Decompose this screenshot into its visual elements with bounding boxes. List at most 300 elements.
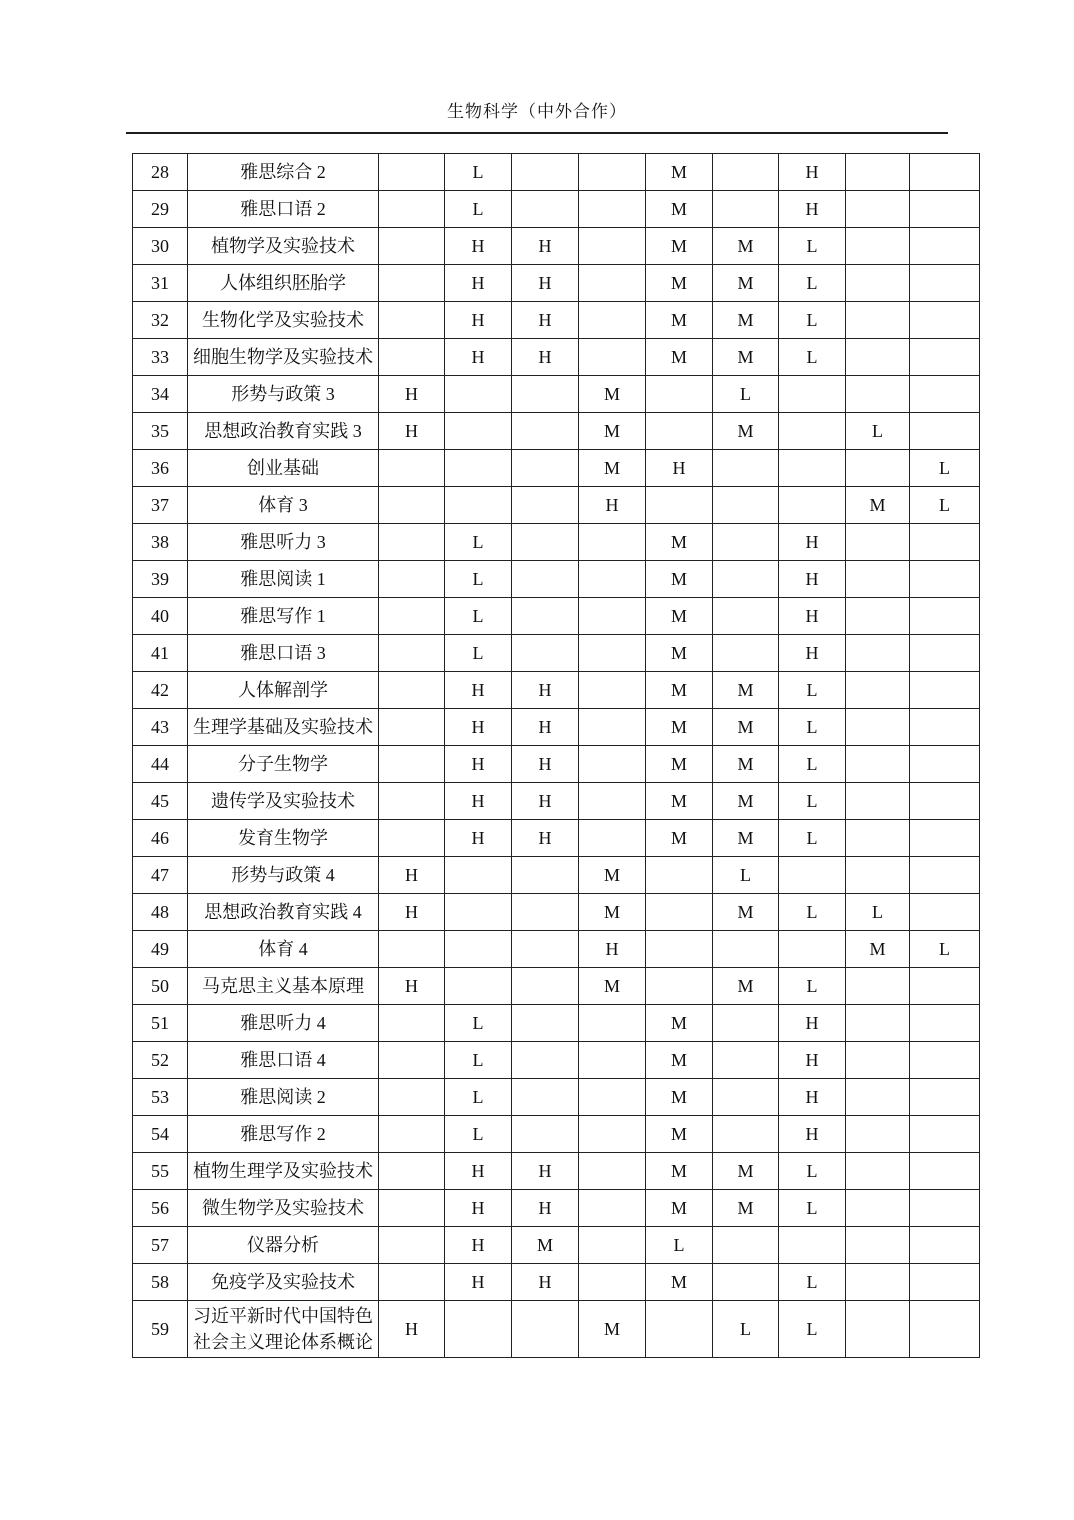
matrix-value-cell [512, 1301, 579, 1358]
matrix-value-cell: L [445, 154, 512, 191]
matrix-value-cell: M [713, 894, 779, 931]
matrix-value-cell: H [512, 265, 579, 302]
matrix-value-cell: M [713, 302, 779, 339]
matrix-value-cell: M [579, 450, 646, 487]
matrix-value-cell [512, 635, 579, 672]
matrix-value-cell: M [646, 820, 713, 857]
matrix-value-cell [713, 191, 779, 228]
matrix-value-cell: H [512, 339, 579, 376]
matrix-value-cell [910, 1079, 980, 1116]
matrix-value-cell: H [512, 228, 579, 265]
matrix-value-cell: H [779, 1079, 846, 1116]
course-name: 细胞生物学及实验技术 [188, 339, 379, 376]
matrix-value-cell: H [779, 1116, 846, 1153]
course-name: 雅思听力 3 [188, 524, 379, 561]
matrix-value-cell [779, 1227, 846, 1264]
matrix-value-cell: H [779, 1005, 846, 1042]
matrix-value-cell: L [713, 1301, 779, 1358]
matrix-value-cell [579, 635, 646, 672]
matrix-value-cell: H [379, 1301, 445, 1358]
matrix-value-cell [512, 450, 579, 487]
course-name: 形势与政策 3 [188, 376, 379, 413]
matrix-value-cell: M [579, 857, 646, 894]
matrix-value-cell: M [713, 1190, 779, 1227]
matrix-value-cell [713, 450, 779, 487]
matrix-value-cell [779, 450, 846, 487]
course-name: 习近平新时代中国特色社会主义理论体系概论 [188, 1301, 379, 1358]
matrix-value-cell [713, 1042, 779, 1079]
matrix-value-cell [910, 302, 980, 339]
table-row [133, 598, 980, 635]
matrix-value-cell: H [512, 783, 579, 820]
matrix-value-cell: M [846, 487, 910, 524]
row-number: 43 [133, 709, 188, 746]
matrix-value-cell [379, 1116, 445, 1153]
matrix-value-cell [910, 1301, 980, 1358]
matrix-value-cell: H [512, 302, 579, 339]
table-row [133, 191, 980, 228]
matrix-value-cell: L [779, 968, 846, 1005]
matrix-value-cell [379, 635, 445, 672]
row-number: 31 [133, 265, 188, 302]
matrix-value-cell [579, 154, 646, 191]
matrix-value-cell [846, 1264, 910, 1301]
matrix-value-cell: H [445, 709, 512, 746]
matrix-value-cell: H [445, 1153, 512, 1190]
matrix-value-cell: L [779, 265, 846, 302]
matrix-value-cell: L [779, 672, 846, 709]
matrix-value-cell [846, 1079, 910, 1116]
matrix-value-cell: M [646, 635, 713, 672]
matrix-value-cell: M [646, 228, 713, 265]
matrix-value-cell [846, 1190, 910, 1227]
table-row [133, 1042, 980, 1079]
matrix-value-cell [512, 1079, 579, 1116]
matrix-value-cell [779, 487, 846, 524]
table-row [133, 561, 980, 598]
course-name: 生物化学及实验技术 [188, 302, 379, 339]
matrix-value-cell [579, 709, 646, 746]
matrix-value-cell [379, 746, 445, 783]
matrix-value-cell [846, 1005, 910, 1042]
matrix-value-cell [846, 561, 910, 598]
matrix-value-cell: H [445, 228, 512, 265]
matrix-value-cell: M [713, 339, 779, 376]
matrix-value-cell [579, 1042, 646, 1079]
matrix-value-cell: M [646, 265, 713, 302]
matrix-value-cell [846, 820, 910, 857]
matrix-value-cell: M [579, 1301, 646, 1358]
row-number: 40 [133, 598, 188, 635]
table-row [133, 1227, 980, 1264]
matrix-value-cell [579, 191, 646, 228]
table-row [133, 857, 980, 894]
matrix-value-cell: L [445, 598, 512, 635]
matrix-value-cell [579, 746, 646, 783]
course-name: 雅思写作 2 [188, 1116, 379, 1153]
matrix-value-cell [379, 561, 445, 598]
matrix-value-cell: H [579, 931, 646, 968]
matrix-value-cell: M [646, 1005, 713, 1042]
matrix-value-cell [379, 339, 445, 376]
matrix-value-cell [910, 894, 980, 931]
table-row [133, 1190, 980, 1227]
matrix-value-cell: H [445, 783, 512, 820]
matrix-value-cell [713, 1116, 779, 1153]
matrix-value-cell: L [646, 1227, 713, 1264]
course-name: 形势与政策 4 [188, 857, 379, 894]
table-row [133, 265, 980, 302]
matrix-value-cell [379, 1227, 445, 1264]
matrix-value-cell [846, 709, 910, 746]
matrix-value-cell: H [512, 1190, 579, 1227]
matrix-value-cell: L [445, 524, 512, 561]
matrix-value-cell [779, 376, 846, 413]
course-name: 雅思综合 2 [188, 154, 379, 191]
row-number: 45 [133, 783, 188, 820]
course-name: 雅思口语 4 [188, 1042, 379, 1079]
row-number: 54 [133, 1116, 188, 1153]
matrix-value-cell [512, 894, 579, 931]
course-name: 仪器分析 [188, 1227, 379, 1264]
course-name: 雅思阅读 1 [188, 561, 379, 598]
matrix-value-cell: M [646, 672, 713, 709]
matrix-value-cell: L [779, 228, 846, 265]
matrix-value-cell: L [779, 783, 846, 820]
matrix-value-cell: M [646, 598, 713, 635]
course-name: 植物学及实验技术 [188, 228, 379, 265]
matrix-value-cell [379, 1079, 445, 1116]
matrix-value-cell [910, 635, 980, 672]
table-row [133, 302, 980, 339]
matrix-value-cell [512, 1005, 579, 1042]
matrix-value-cell: L [445, 635, 512, 672]
matrix-value-cell: M [713, 413, 779, 450]
matrix-value-cell [379, 228, 445, 265]
row-number: 28 [133, 154, 188, 191]
matrix-value-cell [646, 931, 713, 968]
matrix-value-cell [379, 191, 445, 228]
matrix-value-cell [379, 302, 445, 339]
row-number: 30 [133, 228, 188, 265]
matrix-value-cell [512, 487, 579, 524]
table-row [133, 339, 980, 376]
matrix-value-cell [910, 598, 980, 635]
course-name: 人体组织胚胎学 [188, 265, 379, 302]
course-name: 思想政治教育实践 3 [188, 413, 379, 450]
course-name: 雅思听力 4 [188, 1005, 379, 1042]
matrix-value-cell [646, 968, 713, 1005]
row-number: 48 [133, 894, 188, 931]
matrix-value-cell [910, 783, 980, 820]
table-row [133, 1116, 980, 1153]
row-number: 41 [133, 635, 188, 672]
matrix-value-cell: M [646, 154, 713, 191]
matrix-value-cell: H [779, 598, 846, 635]
row-number: 36 [133, 450, 188, 487]
row-number: 38 [133, 524, 188, 561]
matrix-value-cell: L [445, 1005, 512, 1042]
matrix-value-cell [512, 561, 579, 598]
matrix-value-cell [846, 376, 910, 413]
matrix-value-cell: M [646, 1190, 713, 1227]
matrix-value-cell [445, 857, 512, 894]
matrix-value-cell [512, 857, 579, 894]
table-row [133, 1264, 980, 1301]
row-number: 39 [133, 561, 188, 598]
matrix-value-cell: L [779, 1301, 846, 1358]
course-name: 思想政治教育实践 4 [188, 894, 379, 931]
matrix-value-cell: H [779, 1042, 846, 1079]
matrix-value-cell: M [646, 561, 713, 598]
matrix-value-cell [445, 450, 512, 487]
matrix-value-cell [379, 783, 445, 820]
row-number: 34 [133, 376, 188, 413]
matrix-value-cell: M [713, 783, 779, 820]
course-name: 体育 3 [188, 487, 379, 524]
matrix-value-cell [910, 154, 980, 191]
matrix-value-cell: L [846, 894, 910, 931]
matrix-value-cell: L [779, 709, 846, 746]
matrix-value-cell [910, 709, 980, 746]
matrix-value-cell [846, 672, 910, 709]
matrix-value-cell [512, 524, 579, 561]
page-title: 生物科学（中外合作） [447, 102, 627, 121]
matrix-value-cell [646, 413, 713, 450]
matrix-value-cell: H [779, 561, 846, 598]
matrix-value-cell: L [779, 746, 846, 783]
row-number: 51 [133, 1005, 188, 1042]
matrix-value-cell [579, 524, 646, 561]
matrix-value-cell [910, 228, 980, 265]
matrix-value-cell: H [445, 746, 512, 783]
table-row [133, 413, 980, 450]
table-row [133, 1079, 980, 1116]
course-name: 发育生物学 [188, 820, 379, 857]
matrix-value-cell [846, 1153, 910, 1190]
matrix-value-cell [445, 968, 512, 1005]
matrix-value-cell: L [779, 302, 846, 339]
matrix-value-cell [512, 598, 579, 635]
matrix-value-cell [579, 1190, 646, 1227]
matrix-value-cell [846, 746, 910, 783]
matrix-value-cell [579, 672, 646, 709]
row-number: 56 [133, 1190, 188, 1227]
matrix-value-cell [379, 1042, 445, 1079]
course-name: 植物生理学及实验技术 [188, 1153, 379, 1190]
matrix-value-cell [379, 709, 445, 746]
matrix-value-cell: L [779, 894, 846, 931]
matrix-value-cell: H [512, 1264, 579, 1301]
matrix-value-cell: M [646, 1153, 713, 1190]
matrix-value-cell [646, 894, 713, 931]
matrix-value-cell [846, 302, 910, 339]
matrix-value-cell: H [779, 191, 846, 228]
matrix-value-cell [379, 1264, 445, 1301]
matrix-value-cell [910, 1153, 980, 1190]
table-row [133, 450, 980, 487]
matrix-value-cell [713, 931, 779, 968]
matrix-value-cell [379, 931, 445, 968]
matrix-value-cell [512, 376, 579, 413]
matrix-value-cell: L [779, 339, 846, 376]
matrix-value-cell [579, 820, 646, 857]
matrix-value-cell: H [379, 413, 445, 450]
matrix-value-cell [910, 561, 980, 598]
matrix-value-cell [445, 931, 512, 968]
matrix-value-cell [713, 635, 779, 672]
matrix-value-cell [910, 968, 980, 1005]
matrix-value-cell: M [646, 709, 713, 746]
matrix-value-cell [512, 413, 579, 450]
matrix-value-cell: M [646, 1264, 713, 1301]
matrix-value-cell [846, 1227, 910, 1264]
matrix-value-cell [910, 1005, 980, 1042]
matrix-value-cell: L [713, 376, 779, 413]
matrix-value-cell: H [779, 154, 846, 191]
matrix-value-cell [379, 820, 445, 857]
matrix-value-cell: M [713, 968, 779, 1005]
matrix-value-cell [910, 191, 980, 228]
course-name: 创业基础 [188, 450, 379, 487]
course-name: 雅思阅读 2 [188, 1079, 379, 1116]
matrix-value-cell: M [579, 968, 646, 1005]
matrix-value-cell: M [713, 265, 779, 302]
matrix-value-cell: M [646, 1042, 713, 1079]
matrix-value-cell [910, 413, 980, 450]
matrix-value-cell [713, 1264, 779, 1301]
matrix-value-cell: L [445, 1079, 512, 1116]
row-number: 46 [133, 820, 188, 857]
matrix-value-cell [910, 265, 980, 302]
course-name: 生理学基础及实验技术 [188, 709, 379, 746]
course-name: 雅思口语 3 [188, 635, 379, 672]
matrix-value-cell [846, 635, 910, 672]
course-name: 遗传学及实验技术 [188, 783, 379, 820]
matrix-value-cell [779, 413, 846, 450]
row-number: 52 [133, 1042, 188, 1079]
matrix-value-cell: M [646, 746, 713, 783]
matrix-value-cell: H [512, 1153, 579, 1190]
matrix-value-cell [846, 154, 910, 191]
matrix-value-cell: M [512, 1227, 579, 1264]
matrix-value-cell: M [579, 894, 646, 931]
matrix-value-cell [512, 1042, 579, 1079]
course-name: 分子生物学 [188, 746, 379, 783]
row-number: 33 [133, 339, 188, 376]
matrix-value-cell [579, 783, 646, 820]
table-row [133, 635, 980, 672]
course-name: 免疫学及实验技术 [188, 1264, 379, 1301]
table-row [133, 1301, 980, 1358]
row-number: 49 [133, 931, 188, 968]
matrix-value-cell [846, 1042, 910, 1079]
matrix-value-cell [379, 487, 445, 524]
matrix-value-cell [445, 894, 512, 931]
matrix-value-cell [445, 413, 512, 450]
matrix-value-cell [379, 154, 445, 191]
matrix-value-cell: H [379, 968, 445, 1005]
matrix-value-cell [846, 265, 910, 302]
matrix-value-cell [445, 1301, 512, 1358]
matrix-value-cell [579, 339, 646, 376]
row-number: 44 [133, 746, 188, 783]
matrix-value-cell: L [779, 1153, 846, 1190]
matrix-value-cell: M [646, 783, 713, 820]
matrix-value-cell [910, 746, 980, 783]
matrix-value-cell: H [445, 339, 512, 376]
matrix-value-cell [579, 302, 646, 339]
row-number: 57 [133, 1227, 188, 1264]
matrix-value-cell: M [646, 302, 713, 339]
course-matrix-body [133, 154, 980, 1358]
matrix-value-cell: H [445, 302, 512, 339]
matrix-value-cell [910, 376, 980, 413]
course-matrix-table [132, 153, 980, 1358]
row-number: 35 [133, 413, 188, 450]
matrix-value-cell: L [910, 487, 980, 524]
matrix-value-cell [713, 1005, 779, 1042]
matrix-value-cell [713, 154, 779, 191]
row-number: 50 [133, 968, 188, 1005]
table-row [133, 1153, 980, 1190]
matrix-value-cell [910, 820, 980, 857]
row-number: 37 [133, 487, 188, 524]
table-row [133, 783, 980, 820]
matrix-value-cell [910, 524, 980, 561]
course-name: 雅思口语 2 [188, 191, 379, 228]
matrix-value-cell: L [445, 1116, 512, 1153]
matrix-value-cell: M [713, 1153, 779, 1190]
matrix-value-cell: H [512, 709, 579, 746]
matrix-value-cell: L [910, 450, 980, 487]
matrix-value-cell: M [713, 709, 779, 746]
matrix-value-cell [579, 1264, 646, 1301]
matrix-value-cell [579, 561, 646, 598]
matrix-value-cell [379, 1190, 445, 1227]
matrix-value-cell [846, 1116, 910, 1153]
table-row [133, 672, 980, 709]
matrix-value-cell: H [379, 894, 445, 931]
course-name: 体育 4 [188, 931, 379, 968]
matrix-value-cell [579, 1227, 646, 1264]
matrix-value-cell [579, 228, 646, 265]
course-name: 雅思写作 1 [188, 598, 379, 635]
matrix-value-cell [846, 228, 910, 265]
matrix-value-cell [579, 1079, 646, 1116]
table-row [133, 524, 980, 561]
matrix-value-cell: M [646, 1079, 713, 1116]
matrix-value-cell: M [846, 931, 910, 968]
matrix-value-cell: H [445, 1227, 512, 1264]
matrix-value-cell: L [779, 820, 846, 857]
matrix-value-cell [512, 1116, 579, 1153]
matrix-value-cell [646, 376, 713, 413]
matrix-value-cell [579, 1153, 646, 1190]
matrix-value-cell: H [445, 1264, 512, 1301]
course-name: 人体解剖学 [188, 672, 379, 709]
matrix-value-cell [713, 561, 779, 598]
matrix-value-cell: H [512, 672, 579, 709]
matrix-value-cell [579, 265, 646, 302]
matrix-value-cell [846, 783, 910, 820]
matrix-value-cell: M [646, 524, 713, 561]
matrix-value-cell [846, 524, 910, 561]
matrix-value-cell [910, 857, 980, 894]
matrix-value-cell: H [512, 746, 579, 783]
matrix-value-cell: M [646, 339, 713, 376]
matrix-value-cell: M [713, 228, 779, 265]
